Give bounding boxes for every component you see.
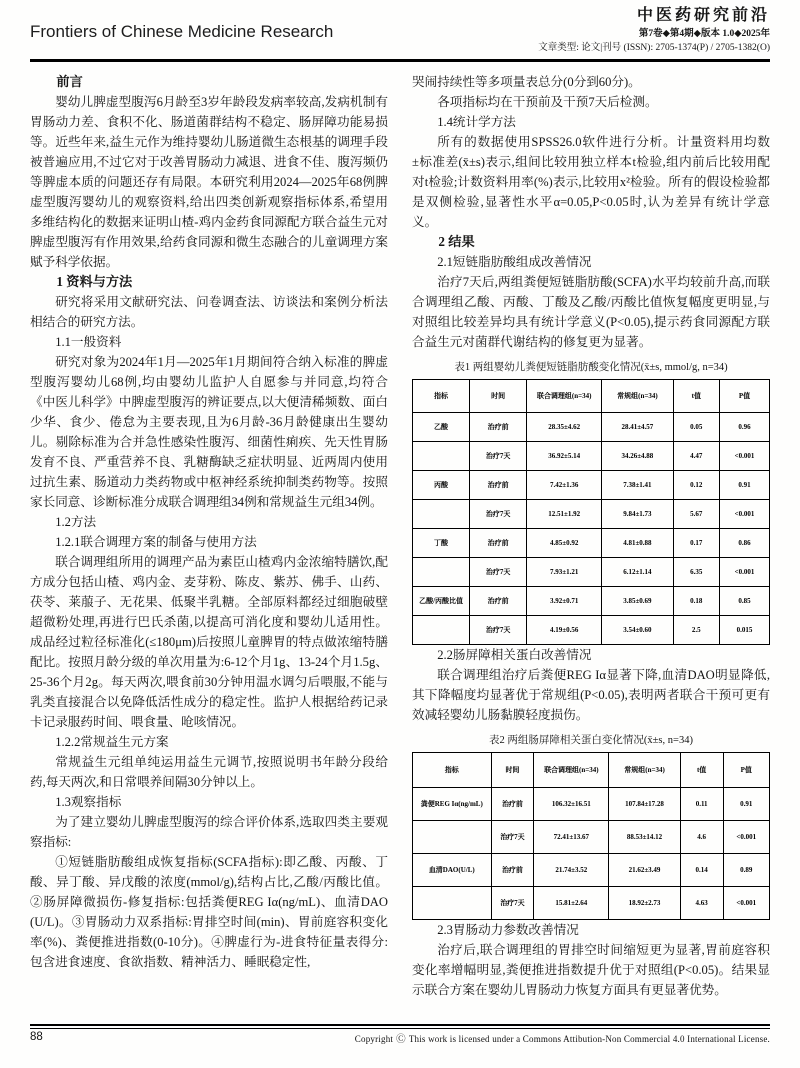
cell-regular-group: 28.41±4.57	[602, 412, 673, 441]
cell-time: 治疗7天	[470, 615, 527, 644]
text-block: 前言	[56, 73, 83, 89]
cell-indicator: 乙酸/丙酸比值	[413, 586, 470, 615]
cell-indicator: 丙酸	[413, 470, 470, 499]
cell-time: 治疗前	[470, 470, 527, 499]
copyright-word: Copyright	[354, 1034, 394, 1044]
cell-regular-group: 9.84±1.73	[602, 499, 673, 528]
cell-indicator: 乙酸	[413, 412, 470, 441]
copyright-icon: Ⓒ	[396, 1035, 406, 1045]
text-block: 哭闹持续性等多项量表总分(0分到60分)。	[412, 74, 641, 89]
table-row	[413, 499, 770, 528]
text-block: 2.1短链脂肪酸组成改善情况	[437, 254, 592, 269]
text-block: 联合调理组治疗后粪便REG Iα显著下降,血清DAO明显降低,其下降幅度均显著优于常规组(P<0.05),表明两者联合干预可更有效减轻婴幼儿肠黏膜轻度损伤。	[412, 667, 770, 722]
cell-time: 治疗前	[470, 586, 527, 615]
cell-t-value: 4.47	[673, 441, 719, 470]
cell-regular-group: 6.12±1.14	[602, 557, 673, 586]
table-row	[413, 853, 770, 886]
text-block: ①短链脂肪酸组成恢复指标(SCFA指标):即乙酸、丙酸、丁酸、异丁酸、异戊酸的浓度(mmol/g),结构占比,乙酸/丙酸比值。②肠屏障微损伤-修复指标:包括粪便REG Iα(ng/mL)、血清DAO(U/L)。③胃肠动力双系指标:胃排空时间(min)、胃前庭容积变化率(%)、粪便推进指数(0-10分)。④脾虚行为-进食特征量表得分:包含进食速度、食欲指数、精神活力、睡眠稳定性,	[30, 854, 388, 969]
text-block: 婴幼儿脾虚型腹泻6月龄至3岁年龄段发病率较高,发病机制有胃肠动力差、食积不化、肠道菌群结构不稳定、肠屏障功能易损等。近些年来,益生元作为维持婴幼儿肠道微生态根基的调理手段被普遍应用,不过它对于改善胃肠动力减退、进食不佳、腹泻频仍等脾虚本质的问题还存有局限。本研究利用2024—2025年68例脾虚型腹泻婴幼儿的观察资料,给出四类创新观察指标体系,希望用多维结构化的数据来证明山楂-鸡内金药食同源配方联合益生元对脾虚型腹泻有作用效果,给药食同源和微生态融合的儿童调理方案赋予科学依据。	[30, 94, 388, 269]
left-column	[30, 72, 388, 1024]
cell-regular-group: 4.81±0.88	[602, 528, 673, 557]
text-block: 1.2方法	[55, 514, 97, 529]
cell-regular-group: 7.38±1.41	[602, 470, 673, 499]
cell-indicator	[413, 557, 470, 586]
text-block: 1.2.1联合调理方案的制备与使用方法	[55, 534, 257, 549]
text-block: 1.1一般资料	[55, 334, 122, 349]
table-header-cell: t值	[673, 379, 719, 412]
table-header-cell: 指标	[413, 752, 492, 787]
table2-caption: 表2 两组肠屏障相关蛋白变化情况(x̄±s, n=34)	[489, 734, 693, 746]
text-block: 为了建立婴幼儿脾虚型腹泻的综合评价体系,选取四类主要观察指标:	[30, 814, 388, 849]
copyright-text: This work is licensed under a Commons Attibution-Non Commercial 4.0 International License.	[408, 1034, 770, 1044]
header-divider	[30, 59, 770, 62]
table-header-cell: P值	[719, 379, 769, 412]
article-body	[30, 72, 770, 1024]
right-column-blocks-a	[412, 72, 770, 352]
cell-indicator	[413, 615, 470, 644]
table2-barrier-proteins	[412, 752, 770, 920]
table-header-cell: 时间	[470, 379, 527, 412]
cell-p-value: 0.91	[723, 787, 769, 820]
page-number: 88	[30, 1031, 43, 1043]
table-header-cell: 常规组(n=34)	[609, 752, 680, 787]
right-column-blocks-b	[412, 645, 770, 725]
cell-combined-group: 21.74±3.52	[534, 853, 609, 886]
cell-combined-group: 7.93±1.21	[527, 557, 602, 586]
copyright-line	[355, 1031, 770, 1045]
table-header-cell: t值	[680, 752, 723, 787]
table-row	[413, 528, 770, 557]
cell-t-value: 2.5	[673, 615, 719, 644]
cell-p-value: <0.001	[719, 441, 769, 470]
cell-regular-group: 3.85±0.69	[602, 586, 673, 615]
cell-regular-group: 18.92±2.73	[609, 886, 680, 919]
text-block: 联合调理组所用的调理产品为素臣山楂鸡内金浓缩特膳饮,配方成分包括山楂、鸡内金、麦芽粉、陈皮、紫苏、佛手、山药、茯苓、莱菔子、无花果、低聚半乳糖。全部原料都经过细胞破壁超微粉处理,再进行巴氏杀菌,以提高可消化度和婴幼儿适用性。成品经过粒径标准化(≤180μm)后按照儿童脾胃的特点做浓缩特膳配比。按照月龄分级的单次用量为:6-12个月1g、13-24个月1.5g、25-36个月2g。每天两次,喂食前30分钟用温水调匀后喂服,不能与乳类直接混合以免降低活性成分的稳定性。监护人根据给药记录卡记录服药时间、喂食量、呛咳情况。	[30, 554, 388, 729]
text-block: 2.3胃肠动力参数改善情况	[437, 922, 579, 937]
cell-t-value: 0.05	[673, 412, 719, 441]
cell-combined-group: 72.41±13.67	[534, 820, 609, 853]
cell-time: 治疗7天	[491, 886, 534, 919]
cell-indicator	[413, 441, 470, 470]
page-footer	[30, 1031, 770, 1045]
cell-t-value: 4.63	[680, 886, 723, 919]
table-row	[413, 441, 770, 470]
cell-t-value: 5.67	[673, 499, 719, 528]
table-header-cell: 联合调理组(n=34)	[534, 752, 609, 787]
cell-combined-group: 15.81±2.64	[534, 886, 609, 919]
journal-header	[30, 0, 770, 55]
text-block: 1 资料与方法	[56, 273, 133, 289]
cell-combined-group: 36.92±5.14	[527, 441, 602, 470]
text-block: 1.4统计学方法	[437, 114, 516, 129]
cell-regular-group: 34.26±4.88	[602, 441, 673, 470]
table-header-cell: P值	[723, 752, 769, 787]
right-column-blocks-c	[412, 920, 770, 1000]
table-header-cell: 常规组(n=34)	[602, 379, 673, 412]
table-row	[413, 470, 770, 499]
text-block: 常规益生元组单纯运用益生元调节,按照说明书年龄分段给药,每天两次,和日常喂养间隔30分钟以上。	[30, 754, 388, 789]
cell-p-value: 0.85	[719, 586, 769, 615]
table2-body	[413, 787, 770, 919]
cell-t-value: 0.17	[673, 528, 719, 557]
cell-time: 治疗前	[470, 412, 527, 441]
text-block: 1.3观察指标	[55, 794, 122, 809]
cell-time: 治疗7天	[491, 820, 534, 853]
cell-p-value: <0.001	[723, 820, 769, 853]
text-block: 各项指标均在干预前及干预7天后检测。	[437, 94, 658, 109]
table-row	[413, 412, 770, 441]
text-block: 研究对象为2024年1月—2025年1月期间符合纳入标准的脾虚型腹泻婴幼儿68例,均由婴幼儿监护人自愿参与并同意,均符合《中医儿科学》中脾虚型腹泻的辨证要点,以大便清稀频数、面白少华、食少、倦怠为主要表现,且为6月龄-36月龄健康出生婴幼儿。剔除标准为合并急性感染性腹泻、细菌性痢疾、先天性胃肠发育不良、严重营养不良、乳糖酶缺乏症状明显、近两周内使用过抗生素、肠道动力类药物或中枢神经系统抑制类药物等。按照家长同意、诊断标准分成联合调理组34例和常规益生元组34例。	[30, 354, 388, 509]
table1-scfa	[412, 379, 770, 645]
cell-t-value: 0.12	[673, 470, 719, 499]
cell-combined-group: 7.42±1.36	[527, 470, 602, 499]
cell-time: 治疗7天	[470, 557, 527, 586]
journal-issue-line: 第7卷◆第4期◆版本 1.0◆2025年	[638, 29, 770, 39]
journal-header-right	[538, 6, 770, 55]
text-block: 2.2肠屏障相关蛋白改善情况	[437, 647, 592, 662]
cell-t-value: 4.6	[680, 820, 723, 853]
cell-combined-group: 4.85±0.92	[527, 528, 602, 557]
journal-title-cn: 中医药研究前沿	[636, 7, 770, 24]
text-block: 2 结果	[438, 233, 475, 249]
cell-p-value: 0.86	[719, 528, 769, 557]
cell-regular-group: 3.54±0.60	[602, 615, 673, 644]
cell-indicator	[413, 820, 492, 853]
table-row	[413, 886, 770, 919]
table-header-cell: 指标	[413, 379, 470, 412]
journal-type-line: 文章类型: 论文|刊号 (ISSN): 2705-1374(P) / 2705-1382(O)	[538, 42, 770, 53]
cell-p-value: <0.001	[723, 886, 769, 919]
table-header-cell: 时间	[491, 752, 534, 787]
cell-p-value: <0.001	[719, 499, 769, 528]
cell-combined-group: 12.51±1.92	[527, 499, 602, 528]
cell-regular-group: 88.53±14.12	[609, 820, 680, 853]
table-row	[413, 615, 770, 644]
cell-p-value: 0.96	[719, 412, 769, 441]
cell-p-value: 0.91	[719, 470, 769, 499]
cell-combined-group: 4.19±0.56	[527, 615, 602, 644]
text-block: 所有的数据使用SPSS26.0软件进行分析。计量资料用均数±标准差(x̄±s)表示,组间比较用独立样本t检验,组内前后比较用配对t检验;计数资料用率(%)表示,比较用x²检验。所有的假设检验都是双侧检验,显著性水平α=0.05,P<0.05时,认为差异有统计学意义。	[412, 134, 770, 229]
cell-p-value: <0.001	[719, 557, 769, 586]
table1-header-row	[413, 379, 770, 412]
cell-indicator: 粪便REG Iα(ng/mL)	[413, 787, 492, 820]
table-row	[413, 586, 770, 615]
cell-t-value: 0.14	[680, 853, 723, 886]
cell-indicator	[413, 886, 492, 919]
cell-combined-group: 28.35±4.62	[527, 412, 602, 441]
text-block: 治疗后,联合调理组的胃排空时间缩短更为显著,胃前庭容积变化率增幅明显,粪便推进指数提升优于对照组(P<0.05)。结果显示联合方案在婴幼儿胃肠动力恢复方面具有更显著优势。	[412, 942, 770, 997]
cell-time: 治疗7天	[470, 441, 527, 470]
table1-caption: 表1 两组婴幼儿粪便短链脂肪酸变化情况(x̄±s, mmol/g, n=34)	[454, 361, 728, 373]
cell-indicator: 血清DAO(U/L)	[413, 853, 492, 886]
cell-regular-group: 107.84±17.28	[609, 787, 680, 820]
cell-time: 治疗前	[491, 787, 534, 820]
table1-body	[413, 412, 770, 644]
cell-combined-group: 106.32±16.51	[534, 787, 609, 820]
cell-p-value: 0.89	[723, 853, 769, 886]
right-column	[412, 72, 770, 1024]
cell-p-value: 0.015	[719, 615, 769, 644]
cell-t-value: 0.11	[680, 787, 723, 820]
text-block: 治疗7天后,两组粪便短链脂肪酸(SCFA)水平均较前升高,而联合调理组乙酸、丙酸、丁酸及乙酸/丙酸比值恢复幅度更明显,与对照组比较差异均具有统计学意义(P<0.05),提示药食同源配方联合益生元对菌群代谢结构的修复更为显著。	[412, 274, 770, 349]
cell-indicator: 丁酸	[413, 528, 470, 557]
table2-header-row	[413, 752, 770, 787]
journal-title-en: Frontiers of Chinese Medicine Research	[30, 22, 334, 41]
cell-time: 治疗前	[470, 528, 527, 557]
table-row	[413, 820, 770, 853]
cell-time: 治疗7天	[470, 499, 527, 528]
cell-regular-group: 21.62±3.49	[609, 853, 680, 886]
cell-indicator	[413, 499, 470, 528]
cell-t-value: 0.18	[673, 586, 719, 615]
cell-combined-group: 3.92±0.71	[527, 586, 602, 615]
cell-time: 治疗前	[491, 853, 534, 886]
table-header-cell: 联合调理组(n=34)	[527, 379, 602, 412]
table-row	[413, 787, 770, 820]
cell-t-value: 6.35	[673, 557, 719, 586]
text-block: 研究将采用文献研究法、问卷调查法、访谈法和案例分析法相结合的研究方法。	[30, 294, 388, 329]
footer-divider	[30, 1024, 770, 1029]
table-row	[413, 557, 770, 586]
text-block: 1.2.2常规益生元方案	[55, 734, 169, 749]
